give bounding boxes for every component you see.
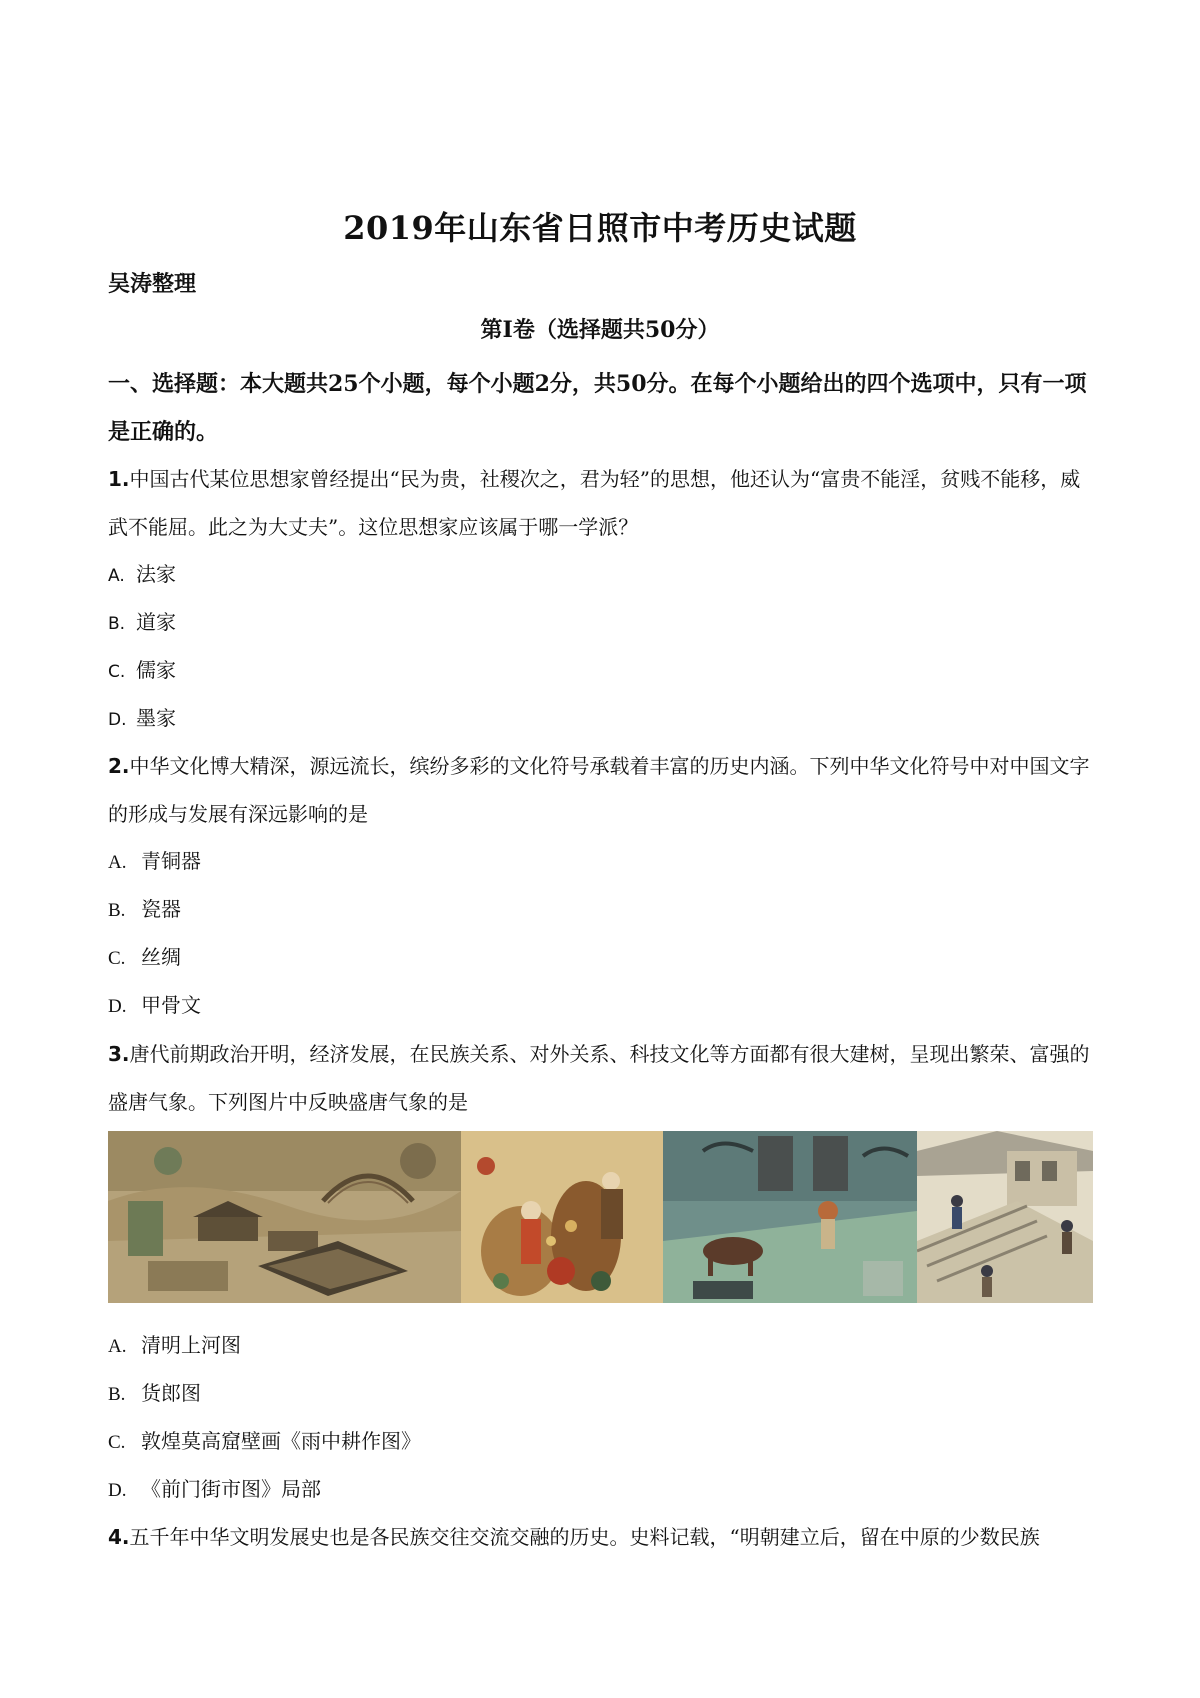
option-text: 道家 — [136, 610, 176, 634]
question-3 — [108, 1030, 1093, 1126]
option-3d[interactable] — [108, 1473, 321, 1502]
painting-peddler — [461, 1131, 663, 1303]
option-text: 青铜器 — [141, 849, 201, 873]
painting-qingming-riverside — [108, 1131, 461, 1303]
option-letter: B. — [108, 614, 126, 634]
question-number: 2. — [108, 754, 130, 778]
question-text: 唐代前期政治开明，经济发展，在民族关系、对外关系、科技文化等方面都有很大建树，呈现出繁荣、富强的盛唐气象。下列图片中反映盛唐气象的是 — [108, 1042, 1090, 1114]
option-letter: A. — [108, 852, 127, 873]
option-letter: D. — [108, 1480, 127, 1501]
option-text: 儒家 — [136, 658, 176, 682]
option-text: 甲骨文 — [141, 993, 201, 1017]
option-text: 清明上河图 — [141, 1333, 241, 1357]
option-letter: D. — [108, 710, 127, 730]
paintings-image-strip — [108, 1131, 1093, 1303]
instructions: 一、选择题：本大题共25个小题，每个小题2分，共50分。在每个小题给出的四个选项中，只有一项是正确的。 — [108, 371, 1087, 445]
section-header: 第Ⅰ卷（选择题共50分） — [480, 317, 720, 343]
question-1 — [108, 455, 1093, 551]
option-letter: D. — [108, 996, 127, 1017]
question-number: 3. — [108, 1042, 130, 1066]
option-2b[interactable] — [108, 893, 181, 922]
option-text: 墨家 — [136, 706, 176, 730]
option-text: 法家 — [136, 562, 176, 586]
option-text: 货郎图 — [141, 1381, 201, 1405]
option-letter: A. — [108, 1336, 127, 1357]
option-text: 《前门街市图》局部 — [141, 1477, 321, 1501]
document-title: 2019年山东省日照市中考历史试题 — [343, 209, 857, 247]
option-2a[interactable] — [108, 845, 201, 874]
option-text: 丝绸 — [141, 945, 181, 969]
question-number: 4. — [108, 1525, 130, 1549]
option-3a[interactable] — [108, 1329, 241, 1358]
option-1b[interactable] — [108, 606, 176, 635]
option-1a[interactable] — [108, 558, 176, 587]
question-2 — [108, 742, 1093, 838]
option-text: 敦煌莫高窟壁画《雨中耕作图》 — [141, 1429, 421, 1453]
question-text: 中国古代某位思想家曾经提出“民为贵，社稷次之，君为轻”的思想，他还认为“富贵不能淫，贫贱不能移，威武不能屈。此之为大丈夫”。这位思想家应该属于哪一学派？ — [108, 467, 1081, 539]
option-1c[interactable] — [108, 654, 176, 683]
option-3b[interactable] — [108, 1377, 201, 1406]
question-text: 五千年中华文明发展史也是各民族交往交流交融的历史。史料记载，“明朝建立后，留在中原的少数民族 — [129, 1525, 1040, 1549]
option-2c[interactable] — [108, 941, 181, 970]
option-letter: C. — [108, 662, 126, 682]
painting-dunhuang-mural — [663, 1131, 917, 1303]
option-3c[interactable] — [108, 1425, 421, 1454]
question-number: 1. — [108, 467, 130, 491]
option-1d[interactable] — [108, 702, 176, 731]
option-letter: C. — [108, 1432, 126, 1453]
option-2d[interactable] — [108, 989, 201, 1018]
compiler-credit: 吴涛整理 — [108, 271, 197, 297]
question-4 — [108, 1513, 1093, 1561]
painting-qianmen-street — [917, 1131, 1093, 1303]
option-letter: B. — [108, 900, 126, 921]
option-text: 瓷器 — [141, 897, 181, 921]
option-letter: B. — [108, 1384, 126, 1405]
question-text: 中华文化博大精深，源远流长，缤纷多彩的文化符号承载着丰富的历史内涵。下列中华文化符号中对中国文字的形成与发展有深远影响的是 — [108, 754, 1090, 826]
option-letter: A. — [108, 566, 125, 586]
option-letter: C. — [108, 948, 126, 969]
